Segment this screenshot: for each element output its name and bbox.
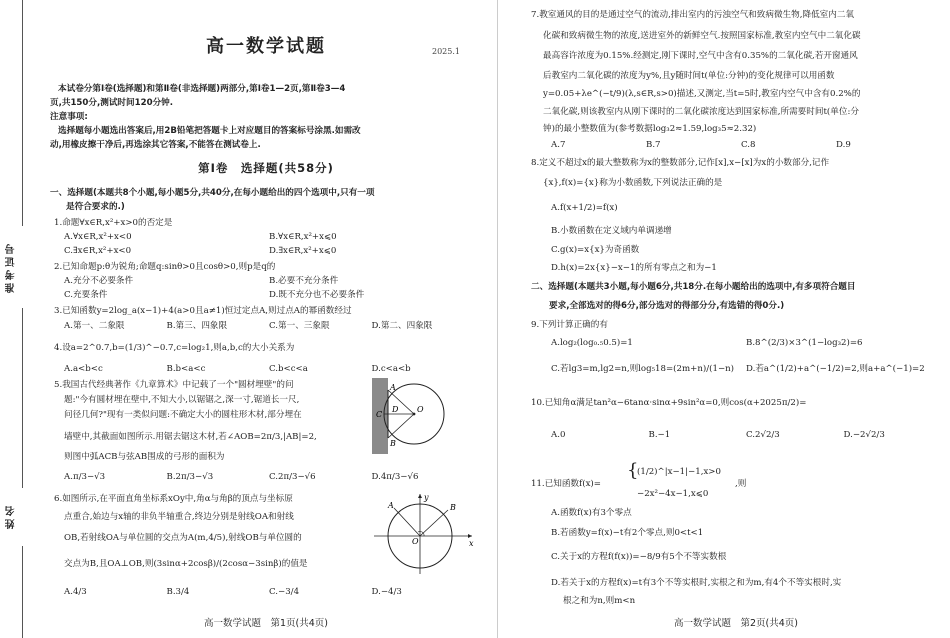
q1-options-row1 <box>64 232 474 242</box>
q10-option-a: A.0 <box>551 430 566 440</box>
exam-id-label: 准考证号 <box>6 241 17 293</box>
q6-figure <box>372 490 478 576</box>
q11-option-a: A.函数f(x)有3个零点 <box>551 508 632 518</box>
q1-option-c: C.∃x∈R,x²+x<0 <box>64 246 132 256</box>
q11-option-d-line-1: D.若关于x的方程f(x)=t有3个不等实根时,实根之和为m,有4个不等实根时,实 <box>551 578 842 588</box>
q4-stem: 4.设a=2^0.7,b=(1/3)^−0.7,c=log₂1,则a,b,c的大小关系为 <box>54 343 295 353</box>
q2-stem: 2.已知命题p:θ为锐角;命题q:sinθ>0且cosθ>0,则p是q的 <box>54 262 276 272</box>
fig6-label-y: y <box>424 493 429 502</box>
q9-stem: 9.下列计算正确的有 <box>531 320 608 330</box>
q5-option-a: A.π/3−√3 <box>64 472 106 482</box>
q7-option-d: D.9 <box>836 140 851 150</box>
radius-ob <box>388 414 414 438</box>
q9-options-row1 <box>551 338 941 348</box>
q1-option-a: A.∀x∈R,x²+x<0 <box>64 232 132 242</box>
q10-stem: 10.已知角α满足tan²α−6tanα·sinα+9sin²α=0,则cos(α+2025π/2)= <box>531 398 807 408</box>
q11-case-1: (1/2)^|x−1|−1,x>0 <box>637 467 721 477</box>
q7-line-3: 最高容许浓度为0.15%.经测定,刚下课时,空气中含有0.35%的二氧化碳,若开窗通风 <box>543 51 858 61</box>
q9-option-d: D.若a^(1/2)+a^(−1/2)=2,则a+a^(−1)=2 <box>746 364 925 374</box>
q5-option-c: C.2π/3−√6 <box>269 472 316 482</box>
fig6-label-b: B <box>450 503 456 512</box>
q5-line-1: 5.我国古代经典著作《九章算术》中记载了一个"圆材埋壁"的问 <box>54 380 294 390</box>
q5-option-d: D.4π/3−√6 <box>371 472 419 482</box>
q3-option-d: D.第二、四象限 <box>371 321 433 331</box>
q7-option-c: C.8 <box>741 140 756 150</box>
q2-option-b: B.必要不充分条件 <box>269 276 339 286</box>
center-dot <box>413 413 416 416</box>
q8-option-a: A.f(x+1/2)=f(x) <box>551 203 618 213</box>
fig6-label-o: O <box>412 537 419 546</box>
q2-option-c: C.充要条件 <box>64 290 108 300</box>
q5-options <box>64 472 474 482</box>
fig5-label-a: A <box>390 383 396 392</box>
q8-line-1: 8.定义不超过x的最大整数称为x的整数部分,记作[x],x−[x]为x的小数部分,记作 <box>531 158 830 168</box>
y-arrow-icon <box>418 494 422 498</box>
brace-icon: { <box>627 460 639 481</box>
notes-line-2: 动,用橡皮擦干净后,再选涂其它答案,不能答在测试卷上. <box>50 140 261 150</box>
q11-option-b: B.若函数y=f(x)−t有2个零点,则0<t<1 <box>551 528 704 538</box>
q5-line-5: 则图中弧ACB与弦AB围成的弓形的面积为 <box>64 452 225 462</box>
q4-option-d: D.c<a<b <box>371 364 411 374</box>
q2-option-d: D.既不充分也不必要条件 <box>269 290 365 300</box>
q4-option-b: B.b<a<c <box>166 364 206 374</box>
q8-line-2: {x},f(x)={x}称为小数函数,下列说法正确的是 <box>543 178 723 188</box>
q6-line-2: 点重合,始边与x轴的非负半轴重合,终边分别是射线OA和射线 <box>64 512 294 522</box>
q4-option-a: A.a<b<c <box>64 364 103 374</box>
q1-options-row2 <box>64 246 474 256</box>
binding-line-top <box>22 0 23 226</box>
x-arrow-icon <box>468 534 472 538</box>
part2-heading-2: 要求,全部选对的得6分,部分选对的得部分分,有选错的得0分.) <box>549 301 785 311</box>
q11-stem-end: ,则 <box>735 479 747 489</box>
q3-stem: 3.已知函数y=2log_a(x−1)+4(a>0且a≠1)恒过定点A,则过点A的幂函数经过 <box>54 306 352 316</box>
exam-title: 高一数学试题 <box>206 36 326 57</box>
q7-line-2: 化碳和致病微生物的浓度,送进室外的新鲜空气.按照国家标准,教室内空气中二氧化碳 <box>543 31 861 41</box>
ray-ob <box>420 510 448 536</box>
exam-date: 2025.1 <box>432 47 460 56</box>
q1-stem: 1.命题∀x∈R,x²+x>0的否定是 <box>54 218 173 228</box>
intro-line-2: 页,共150分,测试时间120分钟. <box>50 98 174 108</box>
q7-option-b: B.7 <box>646 140 661 150</box>
q1-option-d: D.∃x∈R,x²+x⩽0 <box>269 246 337 256</box>
q3-options <box>64 321 474 331</box>
q3-option-b: B.第三、四象限 <box>166 321 228 331</box>
part2-heading-1: 二、选择题(本题共3小题,每小题6分,共18分.在每小题给出的选项中,有多项符合题目 <box>531 282 856 292</box>
q7-line-6: 二氧化碳,则该教室内从刚下课时的二氧化碳浓度达到国家标准,所需要时间t(单位:分 <box>543 107 859 117</box>
fig6-label-x: x <box>469 539 474 548</box>
q7-line-4: 后教室内二氧化碳的浓度为y%,且y随时间t(单位:分钟)的变化规律可以用函数 <box>543 71 835 81</box>
notes-line-1: 选择题每小题选出答案后,用2B铅笔把答题卡上对应题目的答案标号涂黑.如需改 <box>58 126 361 136</box>
q10-option-c: C.2√2/3 <box>746 430 780 440</box>
q4-option-c: C.b<c<a <box>269 364 308 374</box>
part1-heading-1: 一、选择题(本题共8个小题,每小题5分,共40分,在每小题给出的四个选项中,只有一项 <box>50 188 375 198</box>
q4-options <box>64 364 474 374</box>
binding-line-bottom <box>22 546 23 638</box>
q7-options <box>551 140 931 150</box>
q10-option-d: D.−2√2/3 <box>843 430 885 440</box>
ray-oa <box>394 508 420 536</box>
section-title: 第Ⅰ卷 选择题(共58分) <box>198 161 334 175</box>
fig6-label-a: A <box>388 501 394 510</box>
q9-options-row2 <box>551 364 941 374</box>
binding-margin <box>6 0 40 638</box>
fig5-label-d: D <box>392 405 399 414</box>
page-1-footer: 高一数学试题 第1页(共4页) <box>203 618 328 629</box>
q6-line-1: 6.如图所示,在平面直角坐标系xOy中,角α与角β的顶点与坐标原 <box>54 494 293 504</box>
q9-option-c: C.若lg3=m,lg2=n,则log₅18=(2m+n)/(1−n) <box>551 364 735 374</box>
q9-option-b: B.8^(2/3)×3^(1−log₃2)=6 <box>746 338 863 348</box>
fig5-label-o: O <box>417 405 424 414</box>
q5-line-2: 题:"今有圆材埋在壁中,不知大小,以锯锯之,深一寸,锯道长一尺, <box>64 395 300 405</box>
q8-option-b: B.小数函数在定义域内单调递增 <box>551 226 672 236</box>
binding-line-middle <box>22 308 23 488</box>
q10-option-b: B.−1 <box>648 430 671 440</box>
q2-options-row1 <box>64 276 474 286</box>
q11-option-c: C.关于x的方程f(f(x))=−8/9有5个不等实数根 <box>551 552 727 562</box>
q2-options-row2 <box>64 290 474 300</box>
page-1 <box>50 0 482 638</box>
q5-line-3: 问径几何?"现有一类似问题:不确定大小的圆柱形木材,部分埋在 <box>64 410 302 420</box>
fig5-label-c: C <box>376 410 383 419</box>
q11-case-2: −2x²−4x−1,x⩽0 <box>637 489 709 499</box>
q8-option-c: C.g(x)=x{x}为奇函数 <box>551 245 640 255</box>
q1-option-b: B.∀x∈R,x²+x⩽0 <box>269 232 337 242</box>
q6-option-d: D.−4/3 <box>371 587 402 597</box>
q6-option-a: A.4/3 <box>64 587 87 597</box>
q8-option-d: D.h(x)=2x{x}−x−1的所有零点之和为−1 <box>551 263 717 273</box>
q3-option-a: A.第一、二象限 <box>64 321 125 331</box>
page-2 <box>531 0 941 638</box>
q6-option-b: B.3/4 <box>166 587 190 597</box>
q2-option-a: A.充分不必要条件 <box>64 276 134 286</box>
q5-line-4: 墙壁中,其截面如图所示.用锯去锯这木材,若∠AOB=2π/3,|AB|=2, <box>64 432 317 442</box>
part1-heading-2: 是符合要求的.) <box>66 202 125 212</box>
fig5-label-b: B <box>390 439 396 448</box>
q11-stem: 11.已知函数f(x)= <box>531 479 601 489</box>
q7-line-1: 7.教室通风的目的是通过空气的流动,排出室内的污浊空气和致病微生物,降低室内二氧 <box>531 10 855 20</box>
q5-figure <box>368 376 474 456</box>
q11-option-d-line-2: 根之和为n,则m<n <box>563 596 636 606</box>
notes-title: 注意事项: <box>50 112 88 122</box>
q3-option-c: C.第一、三象限 <box>269 321 330 331</box>
q7-line-5: y=0.05+λe^(−t/9)(λ,s∈R,s>0)描述,又测定,当t=5时,教室内空气中含有0.2%的 <box>543 89 861 99</box>
q7-line-7: 钟)的最小整数值为(参考数据log₃2≈1.59,log₃5≈2.32) <box>543 124 757 134</box>
q7-option-a: A.7 <box>551 140 566 150</box>
intro-line-1: 本试卷分第Ⅰ卷(选择题)和第Ⅱ卷(非选择题)两部分,第Ⅰ卷1—2页,第Ⅱ卷3—4 <box>58 84 346 94</box>
q6-line-3: OB,若射线OA与单位圆的交点为A(m,4/5),射线OB与单位圆的 <box>64 533 302 543</box>
q10-options <box>551 430 941 440</box>
q9-option-a: A.log₂(log₀.₅0.5)=1 <box>551 338 633 348</box>
name-label: 姓名 <box>6 503 17 529</box>
q6-options <box>64 587 474 597</box>
q6-line-4: 交点为B,且OA⊥OB,则(3sinα+2cosβ)/(2cosα−3sinβ)的值是 <box>64 559 308 569</box>
page-2-footer: 高一数学试题 第2页(共4页) <box>673 618 798 629</box>
q6-option-c: C.−3/4 <box>269 587 300 597</box>
page-divider <box>497 0 498 638</box>
q5-option-b: B.2π/3−√3 <box>166 472 214 482</box>
